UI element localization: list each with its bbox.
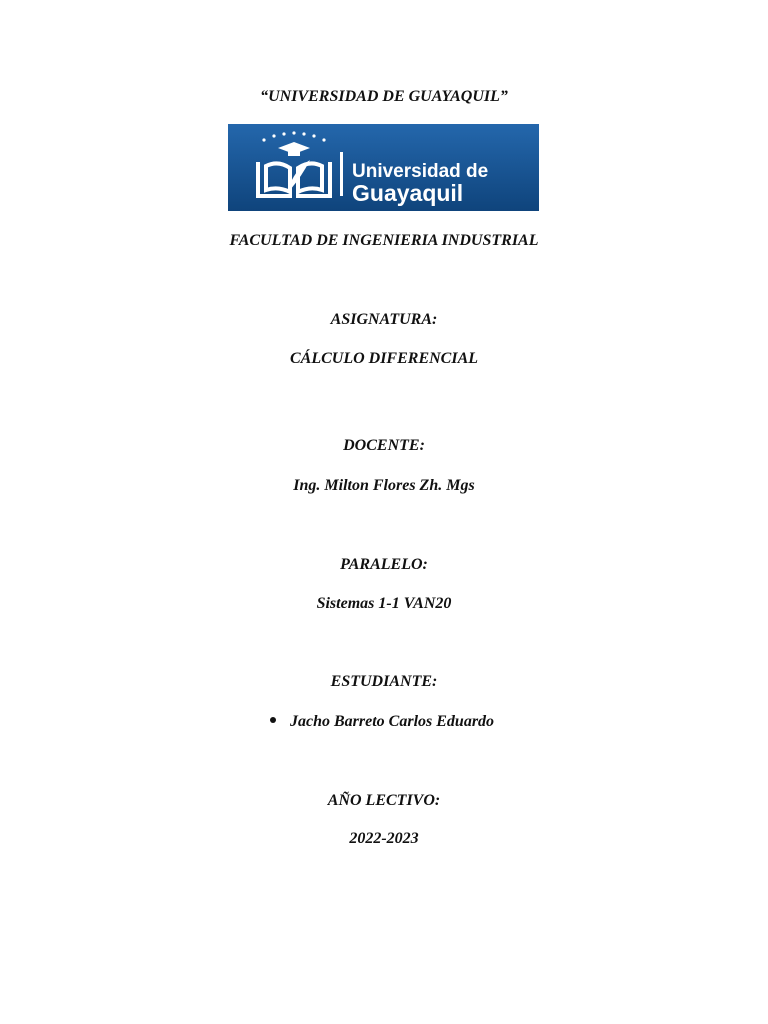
- faculty-name: FACULTAD DE INGENIERIA INDUSTRIAL: [229, 232, 539, 249]
- student-name: Jacho Barreto Carlos Eduardo: [290, 713, 495, 730]
- section-label: PARALELO:: [340, 556, 428, 573]
- subject-value: CÁLCULO DIFERENCIAL: [289, 350, 479, 367]
- university-title: “UNIVERSIDAD DE GUAYAQUIL”: [260, 88, 508, 105]
- student-list-item: [270, 712, 494, 732]
- teacher-label: DOCENTE:: [343, 437, 425, 454]
- academic-year-label: AÑO LECTIVO:: [327, 792, 441, 809]
- academic-year-value: 2022-2023: [349, 830, 419, 847]
- bullet-icon: [270, 717, 276, 723]
- section-value: Sistemas 1-1 VAN20: [316, 595, 452, 612]
- teacher-value: Ing. Milton Flores Zh. Mgs: [293, 477, 475, 494]
- subject-label: ASIGNATURA:: [330, 311, 438, 328]
- student-label: ESTUDIANTE:: [330, 673, 438, 690]
- logo-line2: Guayaquil: [352, 180, 464, 206]
- logo-line1: Universidad de: [352, 161, 489, 182]
- university-logo: [228, 124, 539, 211]
